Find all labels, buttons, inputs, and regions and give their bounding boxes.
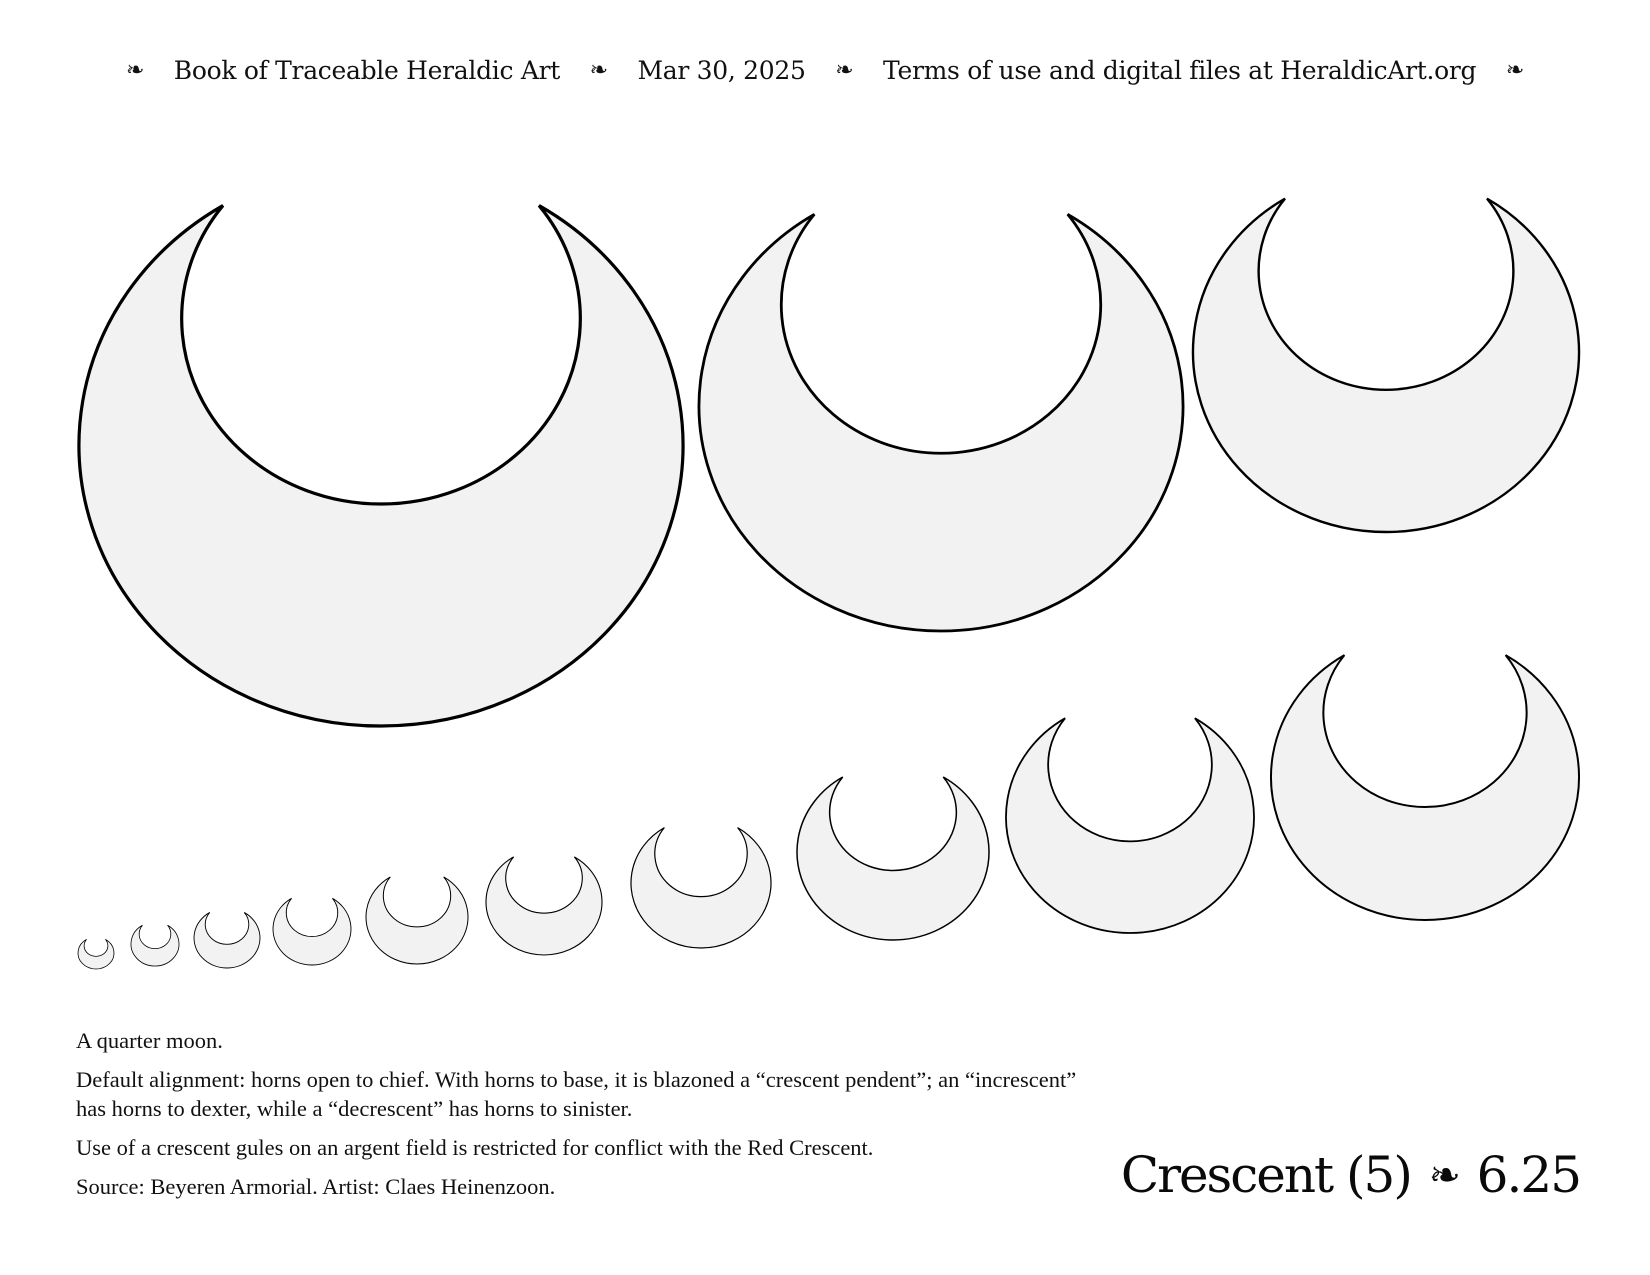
- charge-number: 6.25: [1476, 1146, 1580, 1204]
- terms-link-text: Terms of use and digital files at HeraldicArt.org: [883, 56, 1477, 85]
- crescent-shape: [1271, 655, 1579, 920]
- crescent-shape: [699, 214, 1183, 631]
- fleuron-icon: ❧: [835, 58, 854, 83]
- fleuron-icon: ❧: [1505, 58, 1525, 83]
- crescent-shape: [1006, 718, 1254, 933]
- crescent-shape: [273, 898, 351, 965]
- crescent-shape: [1193, 199, 1579, 532]
- crescent-shape: [79, 206, 683, 726]
- fleuron-icon: ❧: [1428, 1153, 1459, 1197]
- crescent-shape: [366, 877, 468, 964]
- crescent-shape: [78, 939, 114, 969]
- fleuron-icon: ❧: [125, 58, 145, 83]
- description-block: [76, 1026, 1086, 1211]
- description-line: Source: Beyeren Armorial. Artist: Claes Heinenzoon.: [76, 1174, 556, 1199]
- fleuron-icon: ❧: [589, 58, 608, 83]
- description-line: Default alignment: horns open to chief. With horns to base, it is blazoned a “crescent pendent”; an “increscent” has horns to dexter, while a “decrescent” has horns to sinister.: [76, 1067, 1077, 1121]
- crescent-shape: [194, 912, 260, 968]
- header-date: Mar 30, 2025: [637, 56, 806, 85]
- description-line: A quarter moon.: [76, 1028, 223, 1053]
- crescent-shape: [131, 925, 179, 966]
- crescent-shape: [486, 857, 602, 955]
- charge-title: [1121, 1146, 1580, 1204]
- description-line: Use of a crescent gules on an argent field is restricted for conflict with the Red Crescent.: [76, 1135, 874, 1160]
- crescent-shape: [797, 777, 989, 940]
- book-title: Book of Traceable Heraldic Art: [173, 56, 560, 85]
- charge-name: Crescent (5): [1120, 1146, 1411, 1204]
- crescent-shape: [631, 828, 771, 948]
